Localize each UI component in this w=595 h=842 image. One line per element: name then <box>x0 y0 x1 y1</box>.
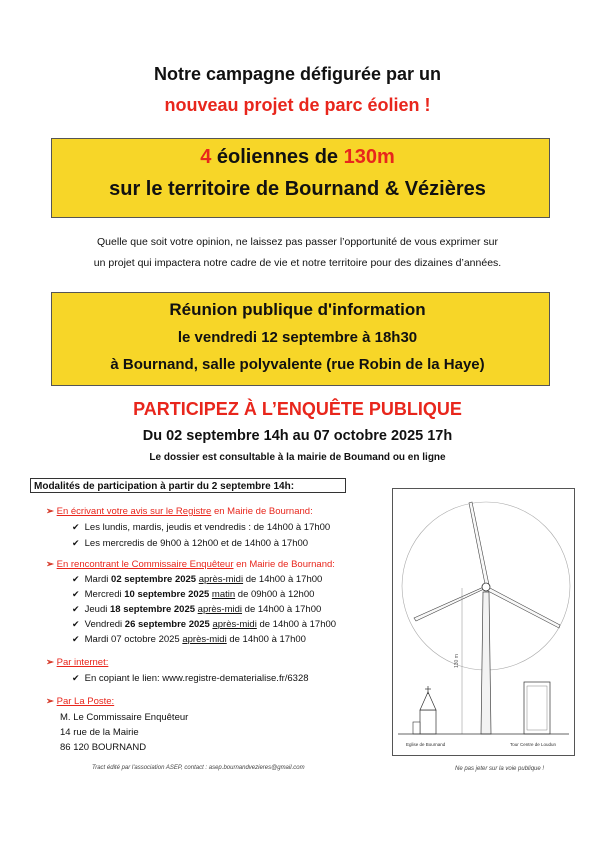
hours: de 09h00 à 12h00 <box>235 589 315 600</box>
day: Mercredi <box>84 589 125 600</box>
registre-line1-text: Les lundis, mardis, jeudis et vendredis : de 14h00 à 17h00 <box>84 522 331 533</box>
poste-line2: 14 rue de la Mairie <box>60 727 139 738</box>
internet-label-text: Par internet: <box>56 657 109 668</box>
date: 26 septembre 2025 <box>124 619 210 630</box>
tower-building-icon <box>524 682 550 734</box>
registre-label-link: En écrivant votre avis sur le Registre <box>56 506 212 517</box>
registre-label-rest: en Mairie de Bournand: <box>211 506 313 517</box>
footer-right: Ne pas jeter sur la voie publique ! <box>455 766 545 772</box>
day: Mardi <box>84 574 112 585</box>
check-icon: ✔ <box>72 589 80 599</box>
height-label: 130 m <box>454 654 460 668</box>
commissaire-line <box>72 604 321 615</box>
check-icon: ✔ <box>72 634 80 644</box>
slot: après-midi <box>212 619 257 630</box>
tower-icon <box>481 592 491 734</box>
arrow-icon: ➢ <box>46 506 57 517</box>
hub-icon <box>482 583 490 591</box>
check-icon: ✔ <box>72 538 80 548</box>
reunion-date: le vendredi 12 septembre à 18h30 <box>177 329 418 346</box>
commissaire-line <box>72 589 314 600</box>
check-icon: ✔ <box>72 522 80 532</box>
modalites-header: Modalités de participation à partir du 2 septembre 14h: <box>30 478 346 493</box>
registre-line2-text: Les mercredis de 9h00 à 12h00 et de 14h00 à 17h00 <box>84 538 309 549</box>
commissaire-label-rest: en Mairie de Bournand: <box>233 559 335 570</box>
slot: après-midi <box>197 604 243 615</box>
commissaire-line <box>72 634 306 645</box>
arrow-icon: ➢ <box>46 559 57 570</box>
day: Vendredi <box>84 619 125 630</box>
label-right: Tour Centre de Loudun <box>510 742 557 747</box>
eoliennes-line2: sur le territoire de Bournand & Vézières <box>109 178 486 200</box>
hours: de 14h00 à 17h00 <box>226 634 306 645</box>
date: 18 septembre 2025 <box>110 604 196 615</box>
eoliennes-mid: éoliennes de <box>211 146 344 168</box>
date: 02 septembre 2025 <box>111 574 197 585</box>
intro-line1: Quelle que soit votre opinion, ne laissez pas passer l’opportunité de vous exprimer sur <box>97 236 498 248</box>
internet-label <box>46 657 108 668</box>
reunion-title: Réunion publique d'information <box>169 300 426 319</box>
enquete-dates: Du 02 septembre 14h au 07 octobre 2025 17h <box>142 428 453 444</box>
poste-label-text: Par La Poste: <box>56 696 115 707</box>
arrow-icon: ➢ <box>46 696 57 707</box>
day: Jeudi <box>84 604 110 615</box>
commissaire-line <box>72 574 322 585</box>
intro-line2: un projet qui impactera notre cadre de vie et notre territoire pour des dizaines d’années. <box>93 257 502 269</box>
eoliennes-line1 <box>0 146 595 169</box>
commissaire-label-link: En rencontrant le Commissaire Enquêteur <box>56 559 234 570</box>
check-icon: ✔ <box>72 574 80 584</box>
poste-label <box>46 696 114 707</box>
poste-line3: 86 120 BOURNAND <box>60 742 147 753</box>
hours: de 14h00 à 17h00 <box>243 574 323 585</box>
enquete-heading: PARTICIPEZ À L’ENQUÊTE PUBLIQUE <box>133 399 462 419</box>
reunion-place: à Bournand, salle polyvalente (rue Robin de la Haye) <box>110 356 485 373</box>
slot: après-midi <box>198 574 244 585</box>
registre-line1 <box>72 522 330 533</box>
title-line1: Notre campagne défigurée par un <box>153 64 442 84</box>
hours: de 14h00 à 17h00 <box>242 604 322 615</box>
check-icon: ✔ <box>72 673 80 683</box>
title-line2: nouveau projet de parc éolien ! <box>164 95 431 115</box>
poste-line1: M. Le Commissaire Enquêteur <box>60 712 189 723</box>
day: Mardi 07 octobre 2025 <box>84 634 183 645</box>
commissaire-line <box>72 619 336 630</box>
slot: matin <box>211 589 236 600</box>
enquete-dossier: Le dossier est consultable à la mairie de Boumand ou en ligne <box>149 452 446 463</box>
commissaire-label <box>46 559 335 570</box>
slot: après-midi <box>182 634 227 645</box>
eoliennes-height: 130m <box>343 146 395 168</box>
registre-line2 <box>72 538 308 549</box>
internet-line <box>72 673 309 684</box>
footer-left: Tract édité par l'association ASEP, contact : asep.bournandvezieres@gmail.com <box>92 765 305 771</box>
arrow-icon: ➢ <box>46 657 57 668</box>
eoliennes-count: 4 <box>200 146 212 168</box>
hours: de 14h00 à 17h00 <box>256 619 337 630</box>
check-icon: ✔ <box>72 604 80 614</box>
registre-label <box>46 506 313 517</box>
wind-turbine-figure <box>392 488 575 756</box>
check-icon: ✔ <box>72 619 80 629</box>
label-left: Eglise de Bournand <box>406 742 446 747</box>
internet-link-text[interactable]: En copiant le lien: www.registre-dematerialise.fr/6328 <box>84 673 309 684</box>
date: 10 septembre 2025 <box>124 589 210 600</box>
